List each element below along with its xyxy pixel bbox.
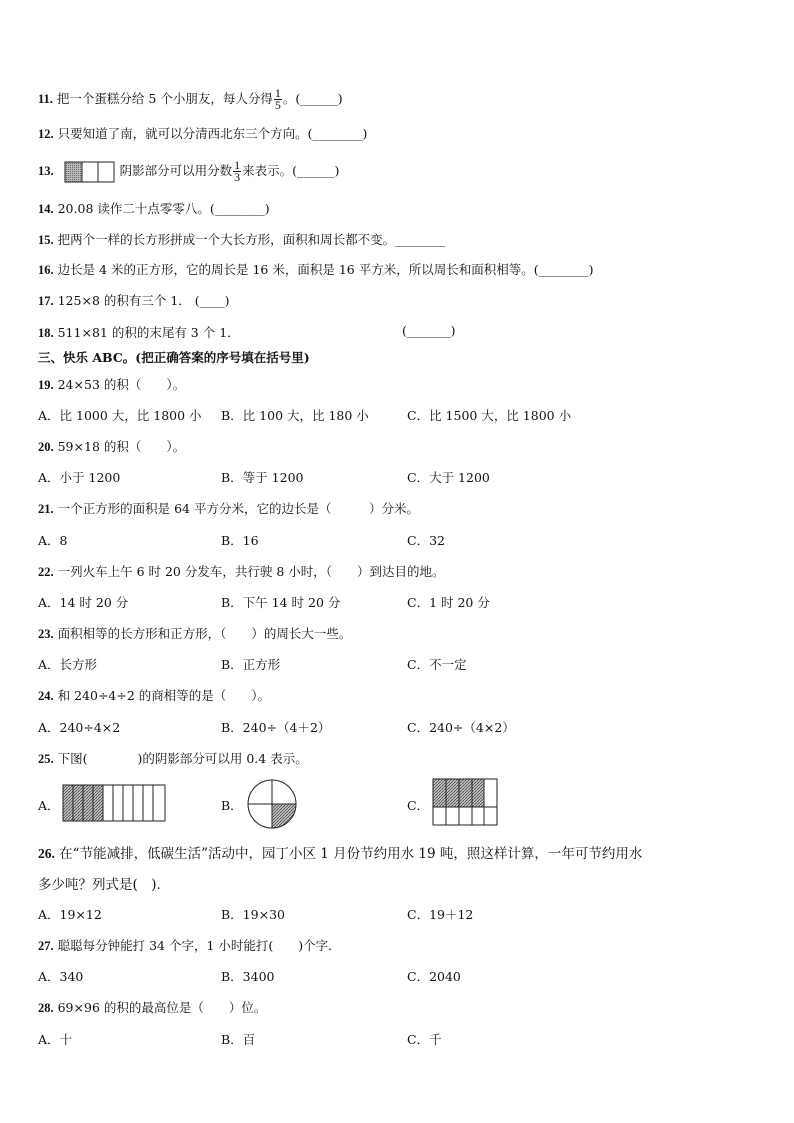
option-c[interactable]: C．大于 1200 xyxy=(407,470,490,485)
answer-blank[interactable]: 。(______) xyxy=(282,91,343,106)
option-a[interactable]: A．19×12 xyxy=(38,907,102,922)
question-text: 24×53 的积（ ）。 xyxy=(57,377,186,392)
option-b[interactable]: B．240÷（4＋2） xyxy=(221,720,331,735)
question-23 xyxy=(38,624,351,642)
question-number: 22. xyxy=(38,565,54,579)
option-a[interactable]: A．240÷4×2 xyxy=(38,720,121,735)
option-b[interactable]: B．百 xyxy=(221,1032,256,1047)
question-number: 20. xyxy=(38,440,54,454)
option-c[interactable]: C．千 xyxy=(407,1032,442,1047)
option-b[interactable]: B． xyxy=(221,798,243,813)
question-number: 19. xyxy=(38,378,54,392)
option-b-circle-figure xyxy=(246,778,298,830)
answer-blank[interactable]: 来表示。(______) xyxy=(242,163,340,178)
question-24 xyxy=(38,686,270,704)
question-number: 27. xyxy=(38,939,54,953)
question-text: 把一个蛋糕分给 5 个小朋友，每人分得 xyxy=(56,91,273,106)
question-text: 只要知道了南，就可以分清西北东三个方向。(________) xyxy=(57,126,368,141)
question-number: 14. xyxy=(38,202,54,216)
question-text: 和 240÷4÷2 的商相等的是（ ）。 xyxy=(57,688,271,703)
option-b[interactable]: B．19×30 xyxy=(221,907,285,922)
option-c[interactable]: C．1 时 20 分 xyxy=(407,595,490,610)
question-number: 17. xyxy=(38,294,54,308)
question-text: 面积相等的长方形和正方形，（ ）的周长大一些。 xyxy=(57,626,352,641)
question-16 xyxy=(38,260,593,278)
question-22 xyxy=(38,562,445,580)
option-a[interactable]: A．小于 1200 xyxy=(38,470,121,485)
question-text: 聪聪每分钟能打 34 个字，1 小时能打( )个字． xyxy=(57,938,341,953)
question-17 xyxy=(38,291,230,309)
question-28 xyxy=(38,998,266,1016)
question-12 xyxy=(38,124,367,142)
question-26 xyxy=(38,842,642,862)
question-19 xyxy=(38,375,185,393)
question-13 xyxy=(38,160,339,183)
option-a[interactable]: A． xyxy=(38,798,60,813)
question-text: 20.08 读作二十点零零八。(________) xyxy=(57,201,270,216)
question-text: 在“节能减排，低碳生活”活动中，园丁小区 1 月份节约用水 19 吨，照这样计算，一年可节约用水 xyxy=(59,846,643,862)
option-c[interactable]: C． xyxy=(407,798,430,813)
question-21 xyxy=(38,499,419,517)
option-c[interactable]: C．19＋12 xyxy=(407,907,474,922)
option-b[interactable]: B．16 xyxy=(221,533,259,548)
question-text: 边长是 4 米的正方形，它的周长是 16 米，面积是 16 平方米，所以周长和面积相等。(________) xyxy=(57,262,594,277)
question-number: 11. xyxy=(38,92,53,106)
option-a-bar-figure xyxy=(62,784,166,822)
question-text: 下图( )的阴影部分可以用 0.4 表示。 xyxy=(57,751,308,766)
question-number: 24. xyxy=(38,689,54,703)
option-b[interactable]: B．下午 14 时 20 分 xyxy=(221,595,341,610)
option-c[interactable]: C．32 xyxy=(407,533,445,548)
question-20 xyxy=(38,437,185,455)
question-27 xyxy=(38,936,341,954)
option-c[interactable]: C．不一定 xyxy=(407,657,467,672)
question-text: 阴影部分可以用分数 xyxy=(119,163,233,178)
answer-blank[interactable]: (_______) xyxy=(402,323,456,338)
option-c[interactable]: C．2040 xyxy=(407,969,461,984)
question-14 xyxy=(38,199,270,217)
question-number: 16. xyxy=(38,263,54,277)
shaded-rectangle-figure xyxy=(64,161,116,183)
fraction: $\frac{1}{5}$ xyxy=(274,86,281,112)
option-a[interactable]: A．长方形 xyxy=(38,657,98,672)
question-text: 把两个一样的长方形拼成一个大长方形，面积和周长都不变。________ xyxy=(57,232,446,247)
option-b[interactable]: B．比 100 大，比 180 小 xyxy=(221,408,369,423)
question-text: 69×96 的积的最高位是（ ）位。 xyxy=(57,1000,267,1015)
option-a[interactable]: A．14 时 20 分 xyxy=(38,595,129,610)
question-26-continued: 多少吨？列式是( )． xyxy=(38,877,171,893)
question-text: 59×18 的积（ ）。 xyxy=(57,439,186,454)
question-15 xyxy=(38,230,445,248)
option-b[interactable]: B．等于 1200 xyxy=(221,470,304,485)
option-c-grid-figure xyxy=(432,778,498,826)
question-number: 15. xyxy=(38,233,54,247)
question-text: 125×8 的积有三个 1． (____) xyxy=(57,293,230,308)
question-number: 18. xyxy=(38,326,54,340)
question-number: 21. xyxy=(38,502,54,516)
question-number: 25. xyxy=(38,752,54,766)
question-text: 511×81 的积的末尾有 3 个 1． xyxy=(57,325,240,340)
question-number: 23. xyxy=(38,627,54,641)
option-a[interactable]: A．340 xyxy=(38,969,84,984)
option-b[interactable]: B．3400 xyxy=(221,969,275,984)
question-25 xyxy=(38,749,308,767)
question-number: 13. xyxy=(38,164,54,178)
question-number: 12. xyxy=(38,127,54,141)
question-text: 一个正方形的面积是 64 平方分米，它的边长是（ ）分米。 xyxy=(57,501,419,516)
option-c[interactable]: C．240÷（4×2） xyxy=(407,720,515,735)
question-11 xyxy=(38,88,343,111)
options-25 xyxy=(38,780,758,830)
option-b[interactable]: B．正方形 xyxy=(221,657,281,672)
question-number: 26. xyxy=(38,846,55,861)
option-c[interactable]: C．比 1500 大，比 1800 小 xyxy=(407,408,572,423)
section-title: 三、快乐 ABC。(把正确答案的序号填在括号里) xyxy=(38,350,310,365)
question-18 xyxy=(38,323,240,341)
option-a[interactable]: A．比 1000 大，比 1800 小 xyxy=(38,408,202,423)
fraction: $\frac{1}{3}$ xyxy=(234,158,241,184)
question-number: 28. xyxy=(38,1001,54,1015)
option-a[interactable]: A．十 xyxy=(38,1032,73,1047)
question-text: 一列火车上午 6 时 20 分发车，共行驶 8 小时，（ ）到达目的地。 xyxy=(57,564,445,579)
option-a[interactable]: A．8 xyxy=(38,533,68,548)
